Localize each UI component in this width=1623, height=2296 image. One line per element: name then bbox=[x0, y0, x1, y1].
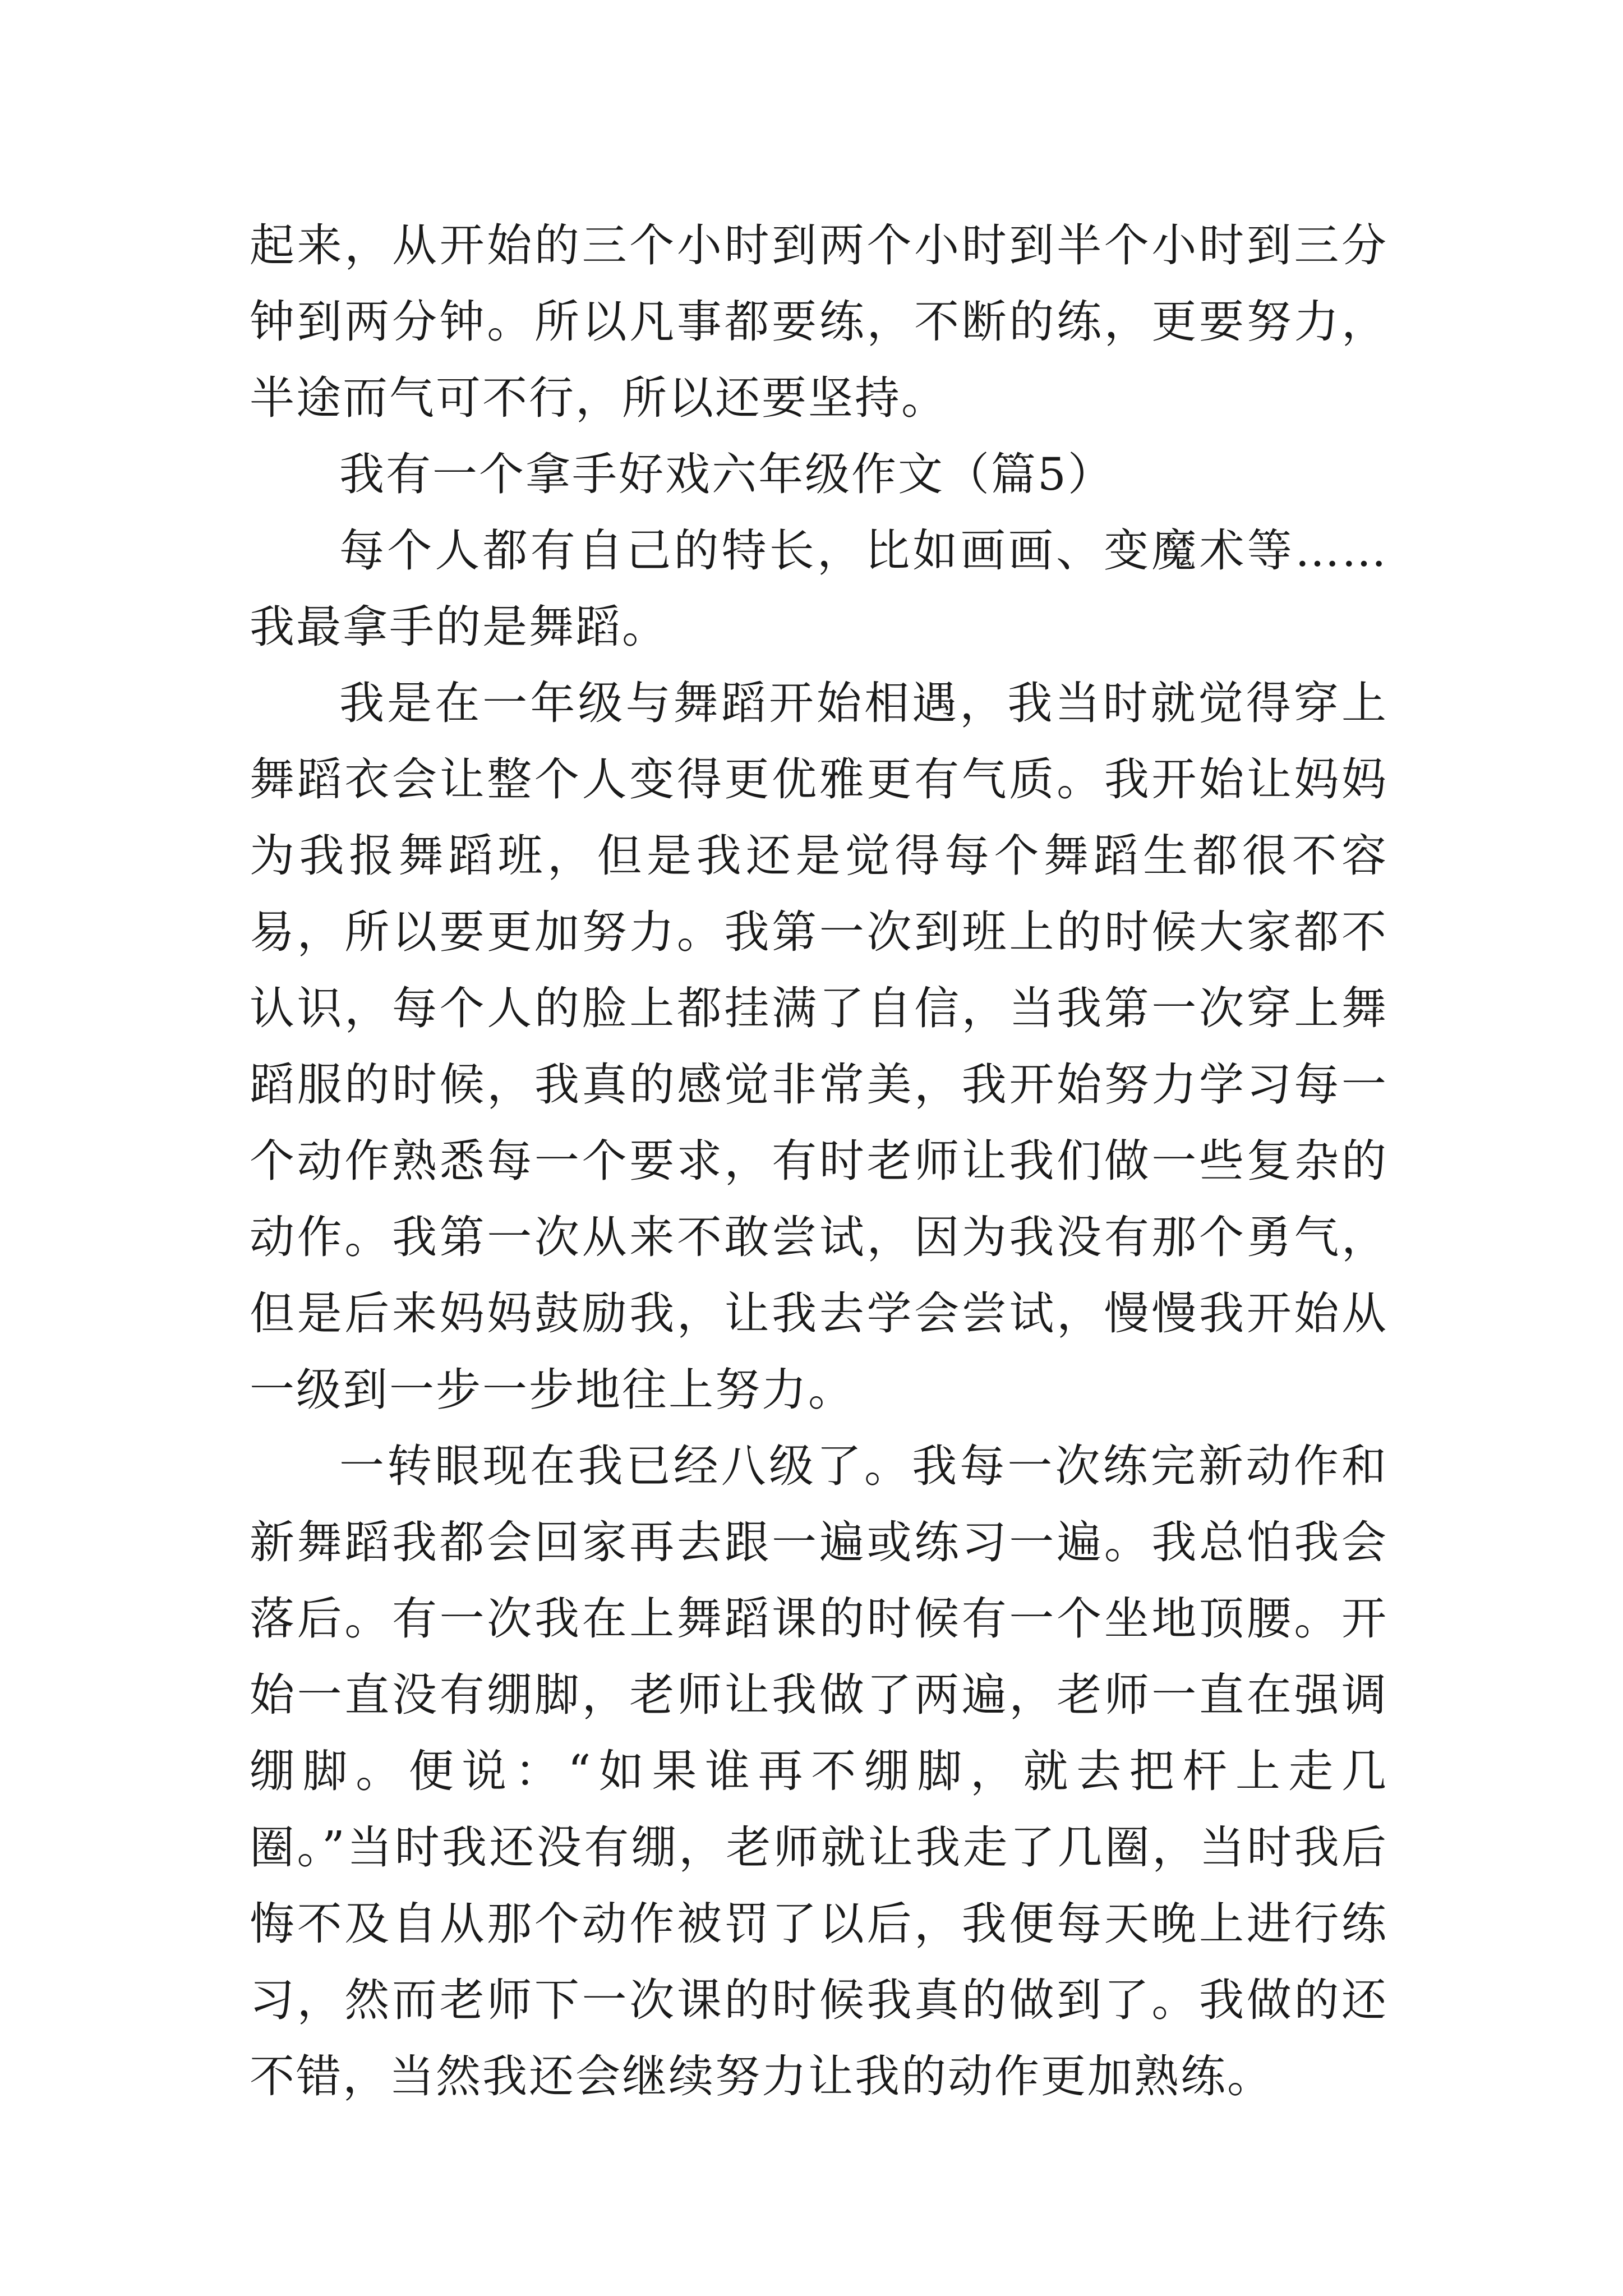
paragraph-continued: 起来，从开始的三个小时到两个小时到半个小时到三分钟到两分钟。所以凡事都要练，不断的练，更要努力，半途而气可不行，所以还要坚持。 bbox=[250, 219, 1388, 424]
paragraph-beginning: 我是在一年级与舞蹈开始相遇，我当时就觉得穿上舞蹈衣会让整个人变得更优雅更有气质。我开始让妈妈为我报舞蹈班，但是我还是觉得每个舞蹈生都很不容易，所以要更加努力。我第一次到班上的时候大家都不认识，每个人的脸上都挂满了自信，当我第一次穿上舞蹈服的时候，我真的感觉非常美，我开始努力学习每一个动作熟悉每一个要求，有时老师让我们做一些复杂的动作。我第一次从来不敢尝试，因为我没有那个勇气，但是后来妈妈鼓励我，让我去学会尝试，慢慢我开始从一级到一步一步地往上努力。 bbox=[250, 677, 1388, 1416]
essay-title: 我有一个拿手好戏六年级作文（篇5） bbox=[339, 448, 1114, 500]
paragraph-intro: 每个人都有自己的特长，比如画画、变魔术等……我最拿手的是舞蹈。 bbox=[250, 524, 1388, 653]
document-body bbox=[250, 208, 1388, 2115]
paragraph-progress: 一转眼现在我已经八级了。我每一次练完新动作和新舞蹈我都会回家再去跟一遍或练习一遍。我总怕我会落后。有一次我在上舞蹈课的时候有一个坐地顶腰。开始一直没有绷脚，老师让我做了两遍，老师一直在强调绷脚。便说：“如果谁再不绷脚，就去把杆上走几圈。”当时我还没有绷，老师就让我走了几圈，当时我后悔不及自从那个动作被罚了以后，我便每天晚上进行练习，然而老师下一次课的时候我真的做到了。我做的还不错，当然我还会继续努力让我的动作更加熟练。 bbox=[250, 1440, 1388, 2102]
